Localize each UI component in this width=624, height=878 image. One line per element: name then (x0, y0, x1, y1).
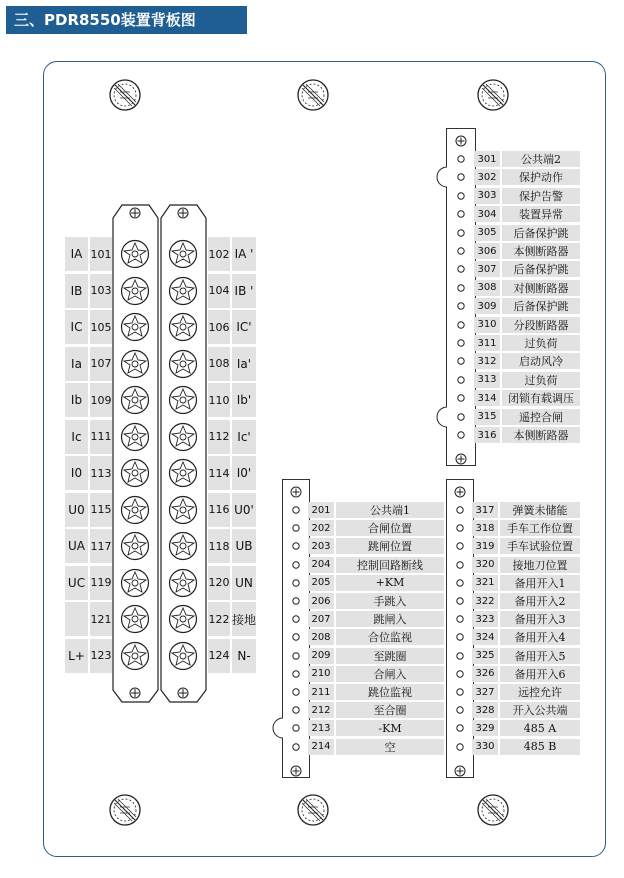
pin-hole-icon (452, 334, 470, 352)
terminal-screw-icon (120, 641, 150, 675)
terminal-screw-icon (120, 385, 150, 419)
connector-row (446, 187, 582, 205)
terminal-function-label: 备用开入4 (500, 629, 580, 645)
terminal-number: 213 (308, 720, 334, 736)
terminal-number: 308 (474, 280, 500, 296)
pin-hole-icon (451, 556, 469, 574)
connector-row (282, 519, 446, 537)
terminal-signal-label: U0' (232, 493, 256, 527)
terminal-function-label: 跳闸入 (336, 611, 444, 627)
terminal-number: 326 (472, 666, 498, 682)
connector-row (446, 352, 582, 370)
terminal-signal-label: Ic' (232, 420, 256, 454)
connector-row (446, 628, 582, 646)
connector-row (446, 426, 582, 444)
connector-row (446, 592, 582, 610)
terminal-signal-label: IC' (232, 310, 256, 344)
terminal-number: 322 (472, 593, 498, 609)
terminal-number: 110 (208, 383, 230, 417)
terminal-signal-label: IA ' (232, 237, 256, 271)
terminal-number: 211 (308, 684, 334, 700)
connector-row (446, 150, 582, 168)
pin-hole-icon (287, 738, 305, 756)
terminal-screw-icon (168, 239, 198, 273)
mounting-screw-icon (476, 793, 504, 821)
pin-hole-icon (287, 556, 305, 574)
terminal-number: 303 (474, 188, 500, 204)
mounting-screw-icon (108, 78, 136, 106)
terminal-number: 210 (308, 666, 334, 682)
terminal-function-label: 公共端1 (336, 502, 444, 518)
terminal-function-label: 跳闸位置 (336, 538, 444, 554)
mounting-screw-icon (296, 78, 324, 106)
terminal-screw-icon (120, 458, 150, 492)
mounting-screw-icon (108, 793, 136, 821)
terminal-function-label: 后备保护跳 (502, 298, 580, 314)
terminal-screw-icon (168, 458, 198, 492)
pin-hole-icon (452, 389, 470, 407)
terminal-function-label: 保护告警 (502, 188, 580, 204)
connector-row (282, 665, 446, 683)
terminal-function-label: 备用开入3 (500, 611, 580, 627)
pin-hole-icon (452, 224, 470, 242)
terminal-function-label: 远控允许 (500, 684, 580, 700)
connector-row (282, 610, 446, 628)
terminal-function-label: 本侧断路器 (502, 427, 580, 443)
terminal-signal-label: Ib' (232, 383, 256, 417)
terminal-function-label: 合位监视 (336, 629, 444, 645)
terminal-number: 329 (472, 720, 498, 736)
terminal-number: 111 (90, 420, 112, 454)
terminal-number: 208 (308, 629, 334, 645)
terminal-number: 122 (208, 602, 230, 636)
terminal-number: 315 (474, 409, 500, 425)
connector-row (446, 260, 582, 278)
terminal-number: 316 (474, 427, 500, 443)
connector-row (446, 279, 582, 297)
terminal-function-label: 分段断路器 (502, 317, 580, 333)
terminal-function-label: 过负荷 (502, 372, 580, 388)
terminal-signal-label: Ib (65, 383, 88, 417)
pin-hole-icon (287, 592, 305, 610)
terminal-function-label: 至跳圈 (336, 648, 444, 664)
pin-hole-icon (452, 426, 470, 444)
terminal-signal-label: U0 (65, 493, 88, 527)
terminal-number: 102 (208, 237, 230, 271)
terminal-number: 113 (90, 456, 112, 490)
terminal-number: 301 (474, 151, 500, 167)
terminal-number: 325 (472, 648, 498, 664)
terminal-screw-icon (168, 312, 198, 346)
pin-hole-icon (451, 719, 469, 737)
terminal-screw-icon (120, 312, 150, 346)
terminal-function-label: 接地刀位置 (500, 557, 580, 573)
terminal-number: 201 (308, 502, 334, 518)
terminal-number: 302 (474, 169, 500, 185)
terminal-function-label: 启动风冷 (502, 353, 580, 369)
terminal-number: 209 (308, 648, 334, 664)
terminal-signal-label: I0' (232, 456, 256, 490)
pin-hole-icon (452, 168, 470, 186)
terminal-number: 214 (308, 739, 334, 755)
pin-hole-icon (452, 205, 470, 223)
terminal-number: 117 (90, 529, 112, 563)
pin-hole-icon (452, 352, 470, 370)
connector-row (282, 719, 446, 737)
pin-hole-icon (287, 610, 305, 628)
terminal-number: 107 (90, 347, 112, 381)
terminal-number: 323 (472, 611, 498, 627)
pin-hole-icon (287, 628, 305, 646)
mounting-screw-icon (296, 793, 324, 821)
pin-hole-icon (287, 665, 305, 683)
pin-hole-icon (451, 574, 469, 592)
terminal-number: 109 (90, 383, 112, 417)
terminal-number: 108 (208, 347, 230, 381)
terminal-function-label: 闭锁有载调压 (502, 390, 580, 406)
connector-screw-icon (290, 483, 302, 502)
terminal-screw-icon (120, 531, 150, 565)
terminal-function-label: 手车试验位置 (500, 538, 580, 554)
terminal-signal-label: Ia (65, 347, 88, 381)
terminal-function-label: 手跳入 (336, 593, 444, 609)
pin-hole-icon (452, 150, 470, 168)
terminal-signal-label: IC (65, 310, 88, 344)
connector-row (446, 389, 582, 407)
terminal-screw-icon (120, 239, 150, 273)
connector-row (282, 537, 446, 555)
pin-hole-icon (452, 187, 470, 205)
terminal-number: 317 (472, 502, 498, 518)
terminal-number: 116 (208, 493, 230, 527)
terminal-number: 106 (208, 310, 230, 344)
terminal-number: 320 (472, 557, 498, 573)
terminal-signal-label: UB (232, 529, 256, 563)
terminal-screw-icon (120, 349, 150, 383)
connector-row (446, 574, 582, 592)
pin-hole-icon (451, 647, 469, 665)
connector-row (446, 719, 582, 737)
connector-row (446, 665, 582, 683)
terminal-screw-icon (168, 422, 198, 456)
pin-hole-icon (451, 501, 469, 519)
terminal-signal-label: UC (65, 566, 88, 600)
connector-row (446, 371, 582, 389)
connector-row (446, 738, 582, 756)
terminal-function-label: 过负荷 (502, 335, 580, 351)
connector-row (446, 501, 582, 519)
terminal-number: 305 (474, 225, 500, 241)
terminal-screw-icon (168, 349, 198, 383)
terminal-function-label: 后备保护跳 (502, 261, 580, 277)
page-title: 三、PDR8550装置背板图 (6, 6, 247, 34)
connector-row (282, 592, 446, 610)
terminal-function-label: 后备保护跳 (502, 225, 580, 241)
terminal-function-label: 控制回路断线 (336, 557, 444, 573)
terminal-number: 205 (308, 575, 334, 591)
terminal-signal-label: I0 (65, 456, 88, 490)
terminal-function-label: 保护动作 (502, 169, 580, 185)
terminal-function-label: 手车工作位置 (500, 520, 580, 536)
connector-row (446, 334, 582, 352)
terminal-signal-label: L+ (65, 639, 88, 673)
terminal-number: 204 (308, 557, 334, 573)
terminal-signal-label: IA (65, 237, 88, 271)
terminal-number: 206 (308, 593, 334, 609)
connector-screw-icon (454, 762, 466, 781)
terminal-function-label: 开入公共端 (500, 702, 580, 718)
terminal-number: 101 (90, 237, 112, 271)
terminal-screw-icon (168, 531, 198, 565)
pin-hole-icon (452, 408, 470, 426)
terminal-number: 318 (472, 520, 498, 536)
terminal-screw-icon (120, 604, 150, 638)
terminal-signal-label: IB ' (232, 274, 256, 308)
connector-row (282, 628, 446, 646)
terminal-function-label: 备用开入6 (500, 666, 580, 682)
terminal-number: 104 (208, 274, 230, 308)
terminal-signal-label: UN (232, 566, 256, 600)
pin-hole-icon (452, 297, 470, 315)
pin-hole-icon (452, 316, 470, 334)
terminal-function-label: 弹簧未储能 (500, 502, 580, 518)
terminal-number: 313 (474, 372, 500, 388)
terminal-number: 314 (474, 390, 500, 406)
terminal-number: 103 (90, 274, 112, 308)
terminal-screw-icon (120, 495, 150, 529)
terminal-number: 306 (474, 243, 500, 259)
terminal-function-label: 公共端2 (502, 151, 580, 167)
terminal-signal-label: Ia' (232, 347, 256, 381)
terminal-function-label: 跳位监视 (336, 684, 444, 700)
terminal-number: 123 (90, 639, 112, 673)
connector-row (282, 556, 446, 574)
pin-hole-icon (287, 501, 305, 519)
terminal-number: 119 (90, 566, 112, 600)
connector-row (446, 224, 582, 242)
terminal-screw-icon (120, 276, 150, 310)
terminal-number: 114 (208, 456, 230, 490)
connector-row (446, 168, 582, 186)
terminal-screw-icon (168, 495, 198, 529)
terminal-function-label: 备用开入1 (500, 575, 580, 591)
terminal-number: 324 (472, 629, 498, 645)
connector-row (446, 610, 582, 628)
terminal-number: 105 (90, 310, 112, 344)
terminal-screw-icon (168, 385, 198, 419)
pin-hole-icon (287, 647, 305, 665)
pin-hole-icon (451, 628, 469, 646)
terminal-signal-label: UA (65, 529, 88, 563)
terminal-number: 112 (208, 420, 230, 454)
terminal-number: 310 (474, 317, 500, 333)
terminal-number: 309 (474, 298, 500, 314)
connector-row (282, 683, 446, 701)
connector-screw-icon (455, 132, 467, 151)
terminal-screw-icon (120, 568, 150, 602)
connector-row (446, 205, 582, 223)
pin-hole-icon (452, 279, 470, 297)
terminal-function-label: 备用开入2 (500, 593, 580, 609)
terminal-number: 304 (474, 206, 500, 222)
pin-hole-icon (287, 719, 305, 737)
terminal-number: 124 (208, 639, 230, 673)
connector-screw-icon (454, 483, 466, 502)
terminal-number: 311 (474, 335, 500, 351)
terminal-signal-label: N- (232, 639, 256, 673)
terminal-function-label: 合闸入 (336, 666, 444, 682)
terminal-number: 207 (308, 611, 334, 627)
terminal-function-label: 本侧断路器 (502, 243, 580, 259)
pin-hole-icon (287, 519, 305, 537)
terminal-number: 203 (308, 538, 334, 554)
terminal-function-label: 对侧断路器 (502, 280, 580, 296)
current-terminal-row (0, 456, 624, 490)
pin-hole-icon (452, 260, 470, 278)
connector-row (446, 408, 582, 426)
terminal-function-label: 空 (336, 739, 444, 755)
terminal-number: 120 (208, 566, 230, 600)
pin-hole-icon (451, 519, 469, 537)
terminal-number: 327 (472, 684, 498, 700)
terminal-function-label: -KM (336, 720, 444, 736)
connector-row (282, 574, 446, 592)
pin-hole-icon (451, 701, 469, 719)
terminal-number: 202 (308, 520, 334, 536)
terminal-screw-icon (168, 641, 198, 675)
terminal-signal-label: Ic (65, 420, 88, 454)
connector-row (446, 683, 582, 701)
connector-row (446, 519, 582, 537)
terminal-number: 330 (472, 739, 498, 755)
connector-row (282, 501, 446, 519)
terminal-signal-label: IB (65, 274, 88, 308)
terminal-screw-icon (168, 276, 198, 310)
terminal-number: 328 (472, 702, 498, 718)
terminal-screw-icon (168, 604, 198, 638)
terminal-function-label: 485 B (500, 739, 580, 755)
terminal-function-label: 装置异常 (502, 206, 580, 222)
pin-hole-icon (287, 574, 305, 592)
connector-row (446, 297, 582, 315)
connector-row (446, 556, 582, 574)
terminal-function-label: 485 A (500, 720, 580, 736)
terminal-function-label: 备用开入5 (500, 648, 580, 664)
terminal-number: 312 (474, 353, 500, 369)
connector-row (282, 647, 446, 665)
connector-screw-icon (455, 450, 467, 469)
terminal-number: 118 (208, 529, 230, 563)
pin-hole-icon (451, 738, 469, 756)
pin-hole-icon (451, 592, 469, 610)
terminal-number: 212 (308, 702, 334, 718)
connector-screw-icon (290, 762, 302, 781)
terminal-number: 115 (90, 493, 112, 527)
terminal-screw-icon (120, 422, 150, 456)
pin-hole-icon (451, 665, 469, 683)
connector-row (446, 316, 582, 334)
connector-row (282, 738, 446, 756)
connector-row (446, 242, 582, 260)
connector-row (446, 647, 582, 665)
pin-hole-icon (451, 610, 469, 628)
terminal-function-label: +KM (336, 575, 444, 591)
connector-row (282, 701, 446, 719)
pin-hole-icon (452, 242, 470, 260)
terminal-signal-label (65, 602, 88, 636)
terminal-function-label: 合闸位置 (336, 520, 444, 536)
terminal-screw-icon (168, 568, 198, 602)
terminal-number: 319 (472, 538, 498, 554)
terminal-function-label: 遥控合闸 (502, 409, 580, 425)
connector-row (446, 537, 582, 555)
pin-hole-icon (287, 537, 305, 555)
terminal-number: 321 (472, 575, 498, 591)
mounting-screw-icon (476, 78, 504, 106)
pin-hole-icon (287, 701, 305, 719)
connector-row (446, 701, 582, 719)
pin-hole-icon (287, 683, 305, 701)
pin-hole-icon (452, 371, 470, 389)
terminal-function-label: 至合圈 (336, 702, 444, 718)
terminal-number: 121 (90, 602, 112, 636)
pin-hole-icon (451, 537, 469, 555)
pin-hole-icon (451, 683, 469, 701)
terminal-number: 307 (474, 261, 500, 277)
terminal-signal-label: 接地 (232, 602, 256, 636)
